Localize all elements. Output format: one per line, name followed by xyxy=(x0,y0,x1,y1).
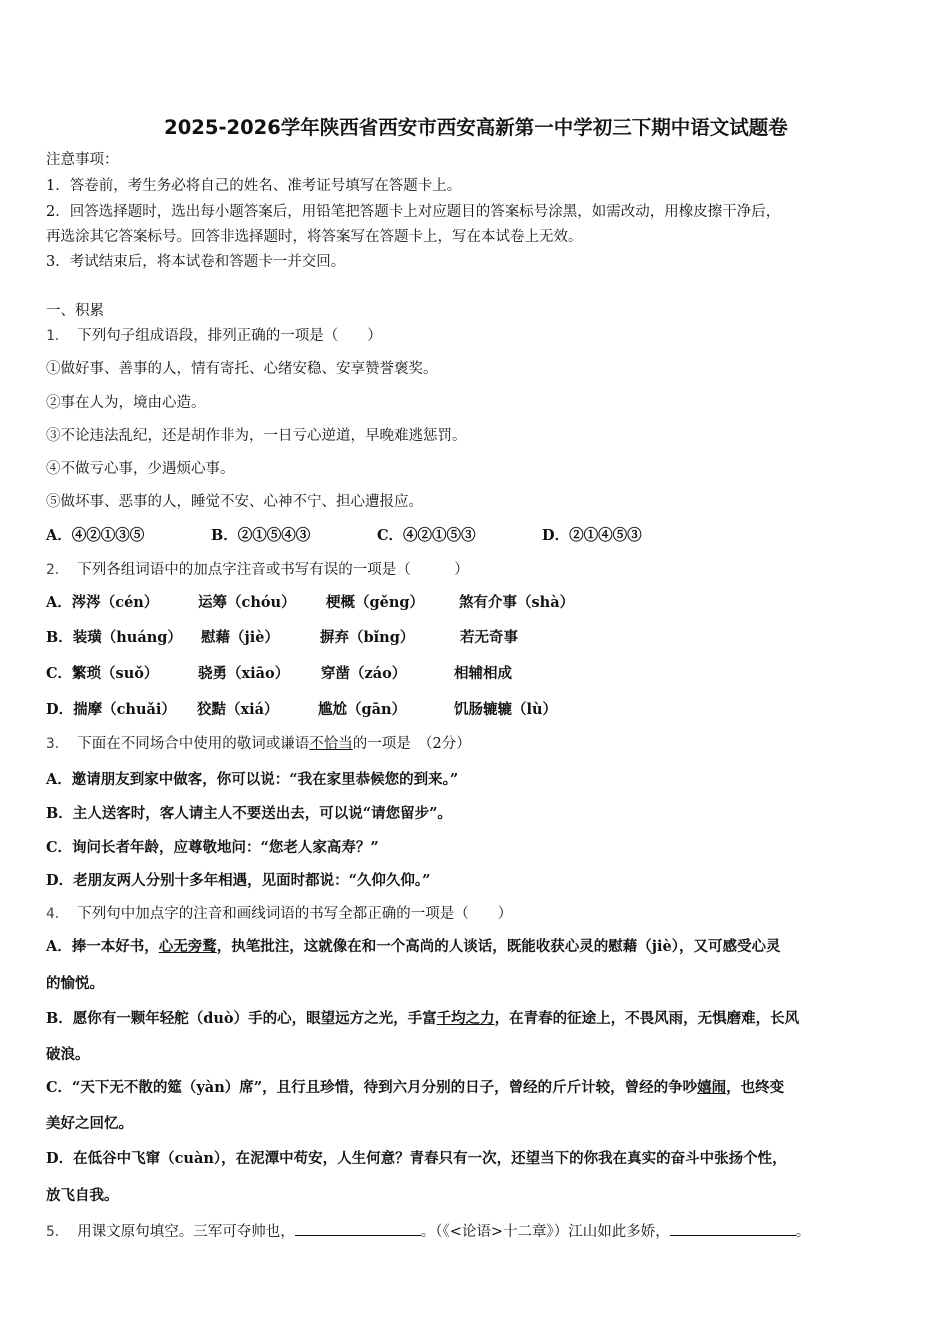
q3-option-c[interactable]: C．询问长者年龄，应尊敬地问：“您老人家高寿？” xyxy=(46,839,379,856)
q4-stem-text: 下列句中加点字的注音和画线词语的书写全都正确的一项是（ ） xyxy=(77,906,513,922)
q3-stem-a: 下面在不同场合中使用的敬词或谦语 xyxy=(77,736,310,752)
q4-b-post: ，在青春的征途上，不畏风雨，无惧磨难，长风 xyxy=(494,1010,800,1027)
q3-option-d[interactable]: D．老朋友两人分别十多年相遇，见面时都说：“久仰久仰。” xyxy=(46,872,431,889)
q5-blank-2[interactable] xyxy=(670,1221,796,1236)
q4-b-pre: B．愿你有一颗年轻舵（duò）手的心，眼望远方之光，手富 xyxy=(46,1010,437,1027)
q3-number: 3． xyxy=(46,736,70,752)
q2-d-word-3: 尴尬（gān） xyxy=(318,701,407,718)
q2-c-word-1: C．繁琐（suǒ） xyxy=(46,665,159,682)
q4-c-underlined: 嬉闹 xyxy=(697,1079,727,1096)
q4-c-post: ，也终变 xyxy=(726,1079,785,1096)
q2-option-b[interactable] xyxy=(46,628,906,648)
q4-a-pre: A．捧一本好书， xyxy=(46,938,159,955)
q1-number: 1． xyxy=(46,328,70,344)
q1-option-b[interactable]: B．②①⑤④③ xyxy=(211,527,311,544)
q4-option-b-cont: 破浪。 xyxy=(46,1046,90,1063)
notice-item-3: 3．考试结束后，将本试卷和答题卡一并交回。 xyxy=(46,254,346,270)
q4-option-a-cont: 的愉悦。 xyxy=(46,975,104,992)
q1-options xyxy=(46,526,906,546)
q1-sentence-5: ⑤做坏事、恶事的人，睡觉不安、心神不宁、担心遭报应。 xyxy=(46,494,423,510)
q4-option-d[interactable]: D．在低谷中飞窜（cuàn），在泥潭中苟安，人生何意？青春只有一次，还望当下的你我在真实的奋斗中张扬个性， xyxy=(46,1150,787,1167)
q1-sentence-3: ③不论违法乱纪，还是胡作非为，一日亏心逆道，早晚难逃惩罚。 xyxy=(46,428,467,444)
q2-c-word-4: 相辅相成 xyxy=(454,665,512,682)
q2-a-word-2: 运筹（chóu） xyxy=(198,594,296,611)
q2-stem-text: 下列各组词语中的加点字注音或书写有误的一项是（ ） xyxy=(77,562,469,578)
q2-stem xyxy=(46,560,469,580)
q3-stem-b: 的一项是 （2分） xyxy=(352,736,471,752)
q1-option-a[interactable]: A．④②①③⑤ xyxy=(46,527,145,544)
q5-number: 5． xyxy=(46,1224,70,1240)
q2-option-c[interactable] xyxy=(46,664,906,684)
q4-a-underlined: 心无旁鹜 xyxy=(158,938,217,955)
q4-b-underlined: 千均之力 xyxy=(436,1010,495,1027)
q5-stem xyxy=(46,1221,810,1242)
q2-d-word-4: 饥肠辘辘（lù） xyxy=(454,701,558,718)
q4-number: 4． xyxy=(46,906,70,922)
q1-stem-text: 下列句子组成语段，排列正确的一项是（ ） xyxy=(77,328,382,344)
section-heading: 一、积累 xyxy=(46,303,104,319)
q2-b-word-1: B．装璜（huáng） xyxy=(46,629,182,646)
q2-a-word-1: A．涔涔（cén） xyxy=(46,594,159,611)
q3-option-b[interactable]: B．主人送客时，客人请主人不要送出去，可以说“请您留步”。 xyxy=(46,805,452,822)
q1-option-c[interactable]: C．④②①⑤③ xyxy=(377,527,476,544)
q2-number: 2． xyxy=(46,562,70,578)
q2-c-word-3: 穿凿（záo） xyxy=(321,665,407,682)
q1-sentence-1: ①做好事、善事的人，情有寄托、心绪安稳、安享赞誉褒奖。 xyxy=(46,361,438,377)
q4-option-c-cont: 美好之回忆。 xyxy=(46,1115,133,1132)
q4-option-d-cont: 放飞自我。 xyxy=(46,1187,119,1204)
q5-part-3: 。 xyxy=(795,1224,811,1240)
q1-stem xyxy=(46,326,382,346)
q2-b-word-4: 若无奇事 xyxy=(460,629,518,646)
q1-option-d[interactable]: D．②①④⑤③ xyxy=(542,527,642,544)
q4-c-pre: C．“天下无不散的筵（yàn）席”，且行且珍惜，待到六月分别的日子，曾经的斤斤计较，曾经的争吵 xyxy=(46,1079,698,1096)
notice-item-2: 2．回答选择题时，选出每小题答案后，用铅笔把答题卡上对应题目的答案标号涂黑，如需改动，用橡皮擦干净后， xyxy=(46,204,781,220)
q2-a-word-4: 煞有介事（shà） xyxy=(459,594,575,611)
q4-option-a[interactable] xyxy=(46,937,780,957)
q1-sentence-2: ②事在人为，境由心造。 xyxy=(46,395,206,411)
q1-sentence-4: ④不做亏心事，少遇烦心事。 xyxy=(46,461,235,477)
q2-d-word-2: 狡黠（xiá） xyxy=(197,701,279,718)
q2-option-d[interactable] xyxy=(46,700,906,720)
q4-stem xyxy=(46,904,512,924)
q2-b-word-2: 慰藉（jiè） xyxy=(201,629,279,646)
q5-blank-1[interactable] xyxy=(295,1221,421,1236)
q3-option-a[interactable]: A．邀请朋友到家中做客，你可以说：“我在家里恭候您的到来。” xyxy=(46,771,459,788)
q2-option-a[interactable] xyxy=(46,593,906,613)
q4-a-post: ，执笔批注，这就像在和一个高尚的人谈话，既能收获心灵的慰藉（jiè），又可感受心灵 xyxy=(216,938,781,955)
notice-item-1: 1．答卷前，考生务必将自己的姓名、准考证号填写在答题卡上。 xyxy=(46,178,462,194)
q2-a-word-3: 梗概（gěng） xyxy=(326,594,425,611)
q5-part-2: 。（《<论语>十二章》）江山如此多娇， xyxy=(420,1224,670,1240)
notice-heading: 注意事项： xyxy=(46,152,119,168)
page-title: 2025-2026学年陕西省西安市西安高新第一中学初三下期中语文试题卷 xyxy=(164,116,788,139)
q2-b-word-3: 摒弃（bǐng） xyxy=(320,629,415,646)
q4-option-c[interactable] xyxy=(46,1078,784,1098)
q5-part-1: 用课文原句填空。三军可夺帅也， xyxy=(77,1224,295,1240)
q3-stem-underlined: 不恰当 xyxy=(309,736,353,752)
q3-stem xyxy=(46,734,471,754)
notice-item-2-cont: 再选涂其它答案标号。回答非选择题时，将答案写在答题卡上，写在本试卷上无效。 xyxy=(46,229,583,245)
q2-d-word-1: D．揣摩（chuǎi） xyxy=(46,701,176,718)
q2-c-word-2: 骁勇（xiāo） xyxy=(198,665,290,682)
q4-option-b[interactable] xyxy=(46,1009,799,1029)
